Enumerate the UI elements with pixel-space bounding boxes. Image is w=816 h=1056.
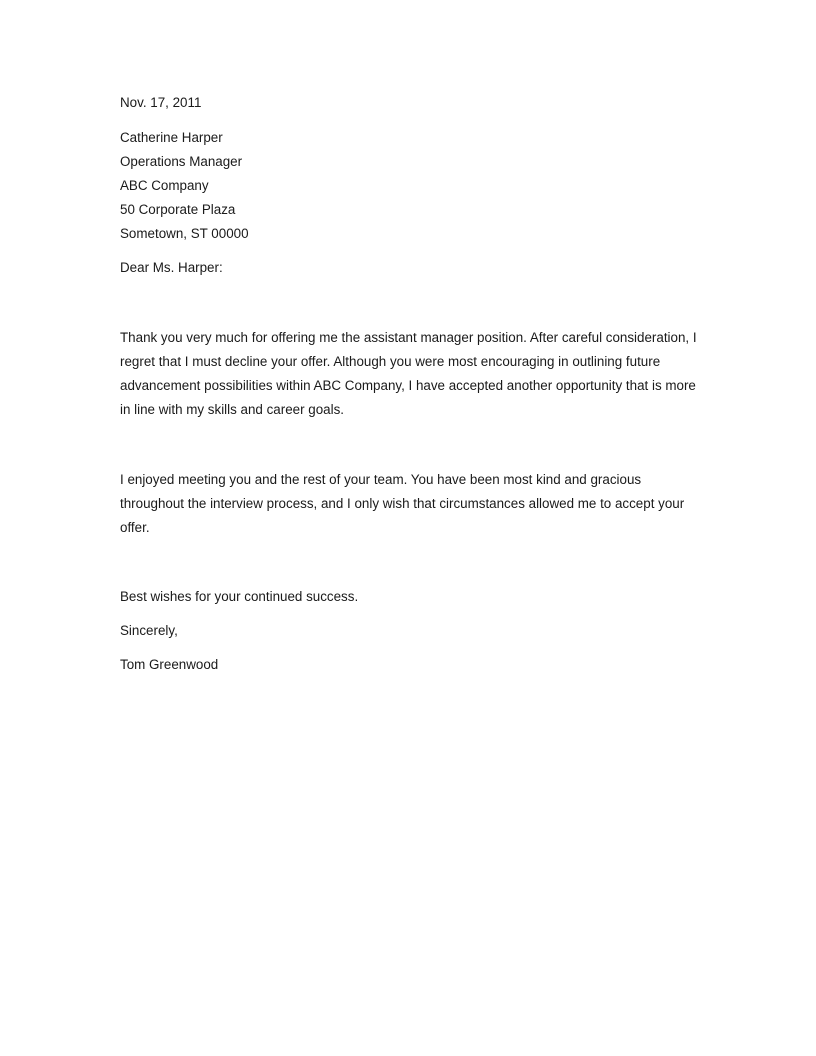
signature-name: Tom Greenwood xyxy=(120,657,219,672)
recipient-street: 50 Corporate Plaza xyxy=(120,202,236,217)
paragraph-line: I enjoyed meeting you and the rest of your team. You have been most kind and gracious xyxy=(120,472,642,487)
salutation: Dear Ms. Harper: xyxy=(120,260,223,275)
recipient-title: Operations Manager xyxy=(120,154,243,169)
recipient-company: ABC Company xyxy=(120,178,209,193)
recipient-address xyxy=(120,126,700,246)
body-paragraph-2 xyxy=(120,468,700,540)
paragraph-line: throughout the interview process, and I only wish that circumstances allowed me to accept your xyxy=(120,496,685,511)
recipient-city-state-zip: Sometown, ST 00000 xyxy=(120,226,249,241)
closing-line: Best wishes for your continued success. xyxy=(120,589,359,604)
paragraph-line: advancement possibilities within ABC Company, I have accepted another opportunity that is more xyxy=(120,378,696,393)
letter-date: Nov. 17, 2011 xyxy=(120,95,202,110)
paragraph-line: Thank you very much for offering me the assistant manager position. After careful consideration, I xyxy=(120,330,697,345)
letter-page xyxy=(120,91,700,677)
paragraph-line: offer. xyxy=(120,520,150,535)
paragraph-line: in line with my skills and career goals. xyxy=(120,402,345,417)
valediction: Sincerely, xyxy=(120,623,178,638)
recipient-name: Catherine Harper xyxy=(120,130,223,145)
paragraph-line: regret that I must decline your offer. Although you were most encouraging in outlining future xyxy=(120,354,661,369)
body-paragraph-1 xyxy=(120,326,700,422)
